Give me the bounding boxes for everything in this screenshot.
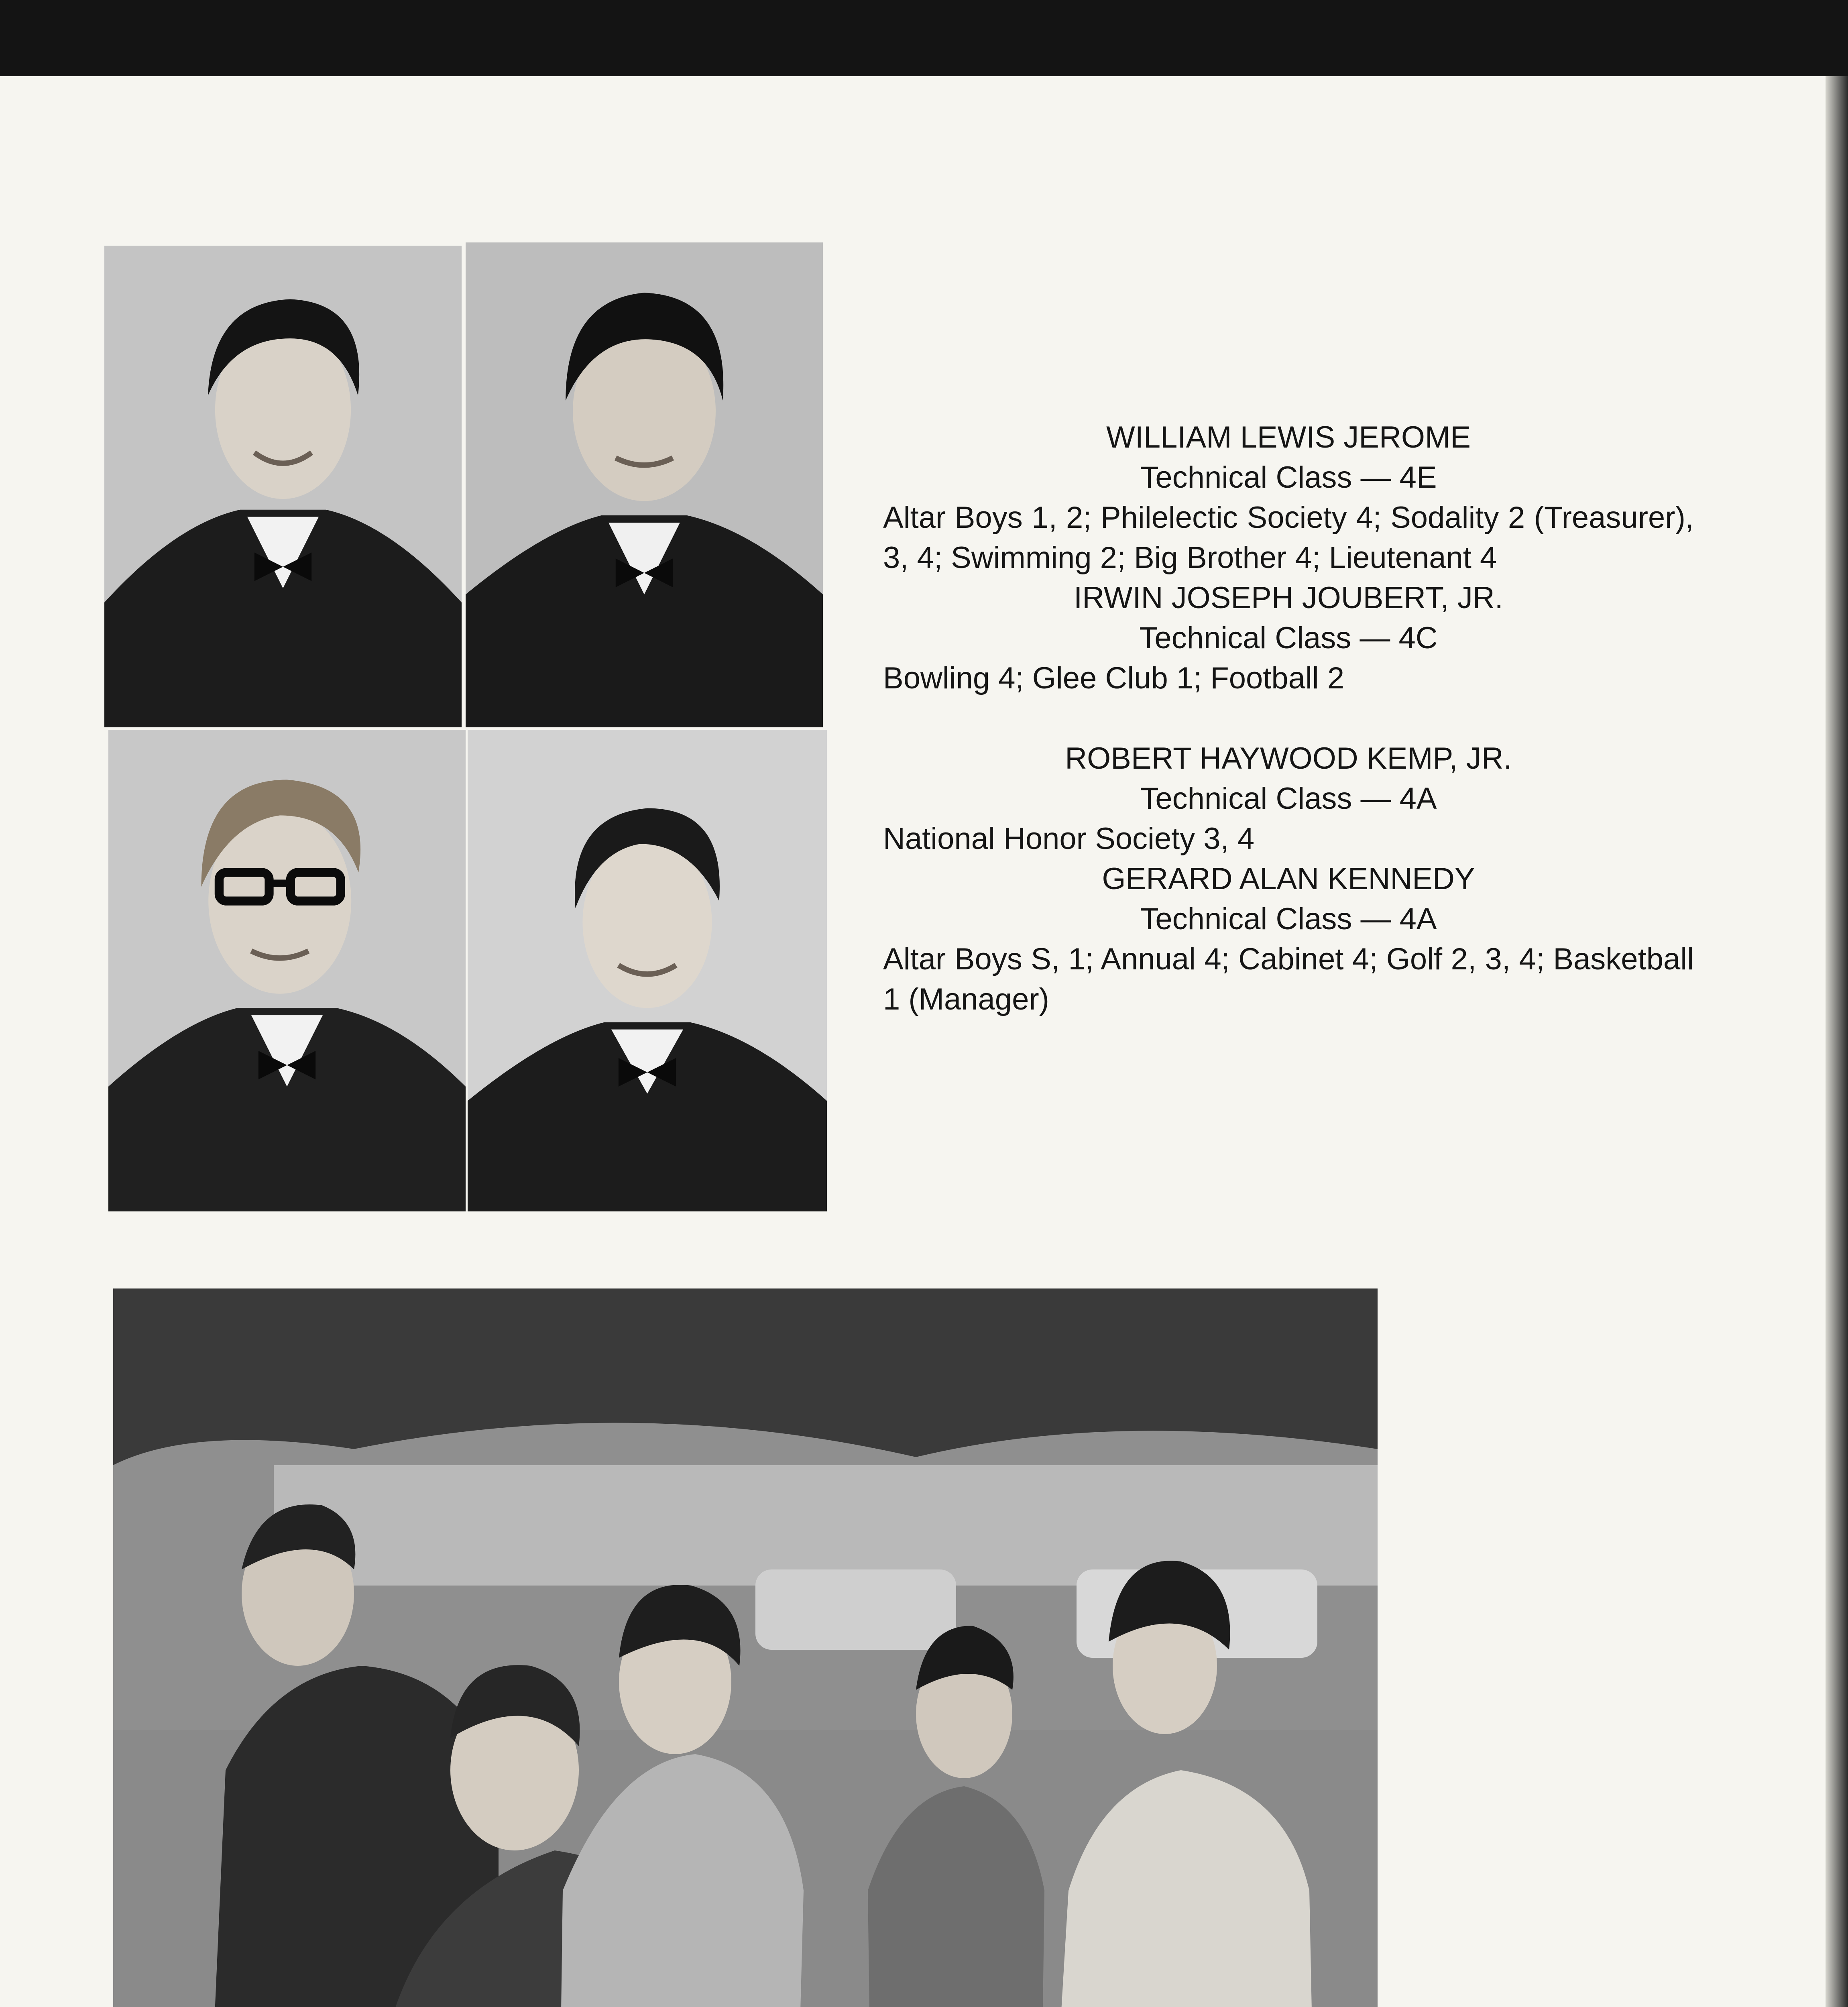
- candid-group-photo: [113, 1288, 1378, 2007]
- senior-name: GERARD ALAN KENNEDY: [1102, 862, 1475, 896]
- portrait-robert-haywood-kemp: [108, 730, 466, 1211]
- senior-name: IRWIN JOSEPH JOUBERT, JR.: [1074, 581, 1503, 615]
- senior-name: ROBERT HAYWOOD KEMP, JR.: [1065, 741, 1512, 776]
- senior-bio-2: [883, 578, 1694, 698]
- portrait-william-lewis-jerome: [104, 246, 462, 727]
- senior-class: Technical Class — 4E: [1140, 460, 1437, 495]
- senior-activities: Altar Boys 1, 2; Philelectic Society 4; Sodality 2 (Treasurer), 3, 4; Swimming 2; Big Brother 4; Lieutenant 4: [883, 501, 1694, 575]
- portrait-gerard-alan-kennedy: [468, 730, 827, 1211]
- senior-class: Technical Class — 4C: [1139, 621, 1438, 655]
- senior-activities: National Honor Society 3, 4: [883, 822, 1255, 856]
- senior-bio-3: [883, 739, 1694, 859]
- senior-activities: Altar Boys S, 1; Annual 4; Cabinet 4; Golf 2, 3, 4; Basketball 1 (Manager): [883, 942, 1694, 1016]
- senior-bio-4: [883, 859, 1694, 1020]
- senior-class: Technical Class — 4A: [1140, 902, 1437, 936]
- senior-bio-1: [883, 417, 1694, 578]
- book-spine-shadow: [1826, 76, 1848, 2007]
- senior-name: WILLIAM LEWIS JEROME: [1106, 420, 1471, 454]
- senior-class: Technical Class — 4A: [1140, 782, 1437, 816]
- portrait-irwin-joseph-joubert: [466, 242, 823, 727]
- senior-activities: Bowling 4; Glee Club 1; Football 2: [883, 661, 1345, 695]
